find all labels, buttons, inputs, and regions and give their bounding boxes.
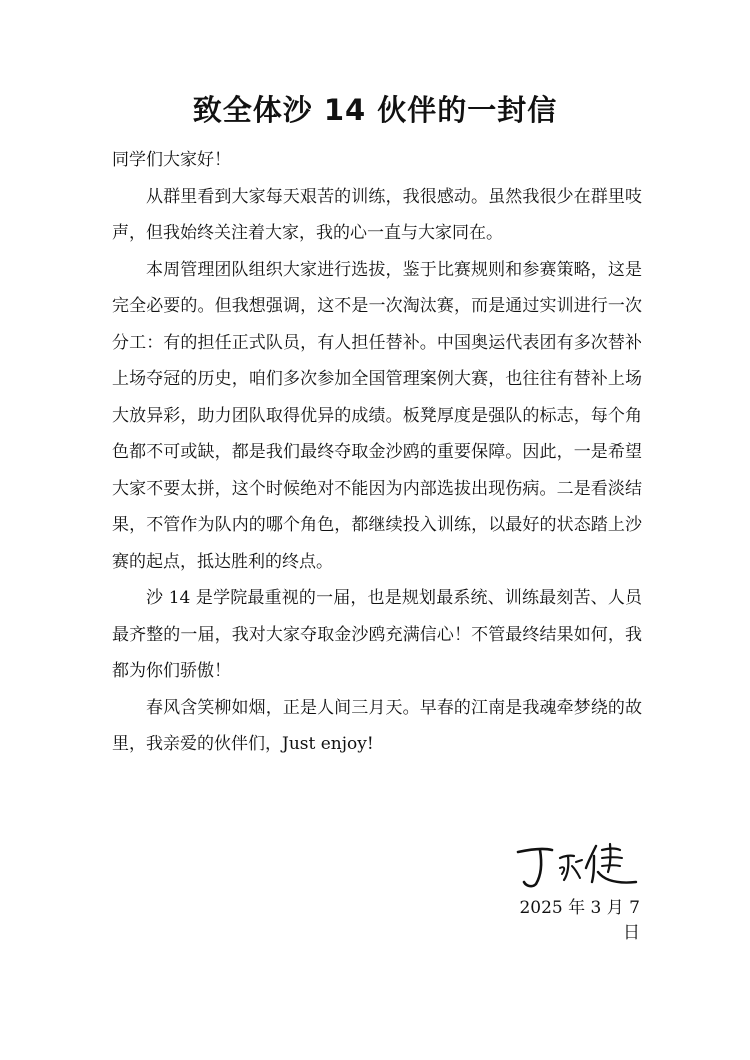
letter-paragraph-3: 沙 14 是学院最重视的一届，也是规划最系统、训练最刻苦、人员最齐整的一届，我对大家夺取金沙鸥充满信心！不管最终结果如何，我都为你们骄傲！: [112, 588, 642, 681]
letter-body: [112, 142, 642, 763]
handwritten-signature: [512, 838, 642, 890]
letter-title: 致全体沙 14 伙伴的一封信: [192, 93, 558, 127]
letter-paragraph-4: 春风含笑柳如烟，正是人间三月天。早春的江南是我魂牵梦绕的故里，我亲爱的伙伴们，Just enjoy!: [112, 697, 642, 754]
letter-paragraph-1: 从群里看到大家每天艰苦的训练，我很感动。虽然我很少在群里吱声，但我始终关注着大家，我的心一直与大家同在。: [112, 186, 642, 243]
letter-salutation: 同学们大家好！: [112, 150, 231, 170]
letter-date: 2025 年 3 月 7 日: [519, 898, 640, 943]
letter-paragraph-2: 本周管理团队组织大家进行选拔，鉴于比赛规则和参赛策略，这是完全必要的。但我想强调，这不是一次淘汰赛，而是通过实训进行一次分工：有的担任正式队员，有人担任替补。中国奥运代表团有多次替补上场夺冠的历史，咱们多次参加全国管理案例大赛，也往往有替补上场大放异彩，助力团队取得优异的成绩。板凳厚度是强队的标志，每个角色都不可或缺，都是我们最终夺取金沙鸥的重要保障。因此，一是希望大家不要太拼，这个时候绝对不能因为内部选拔出现伤病。二是看淡结果，不管作为队内的哪个角色，都继续投入训练，以最好的状态踏上沙赛的起点，抵达胜利的终点。: [112, 259, 642, 572]
